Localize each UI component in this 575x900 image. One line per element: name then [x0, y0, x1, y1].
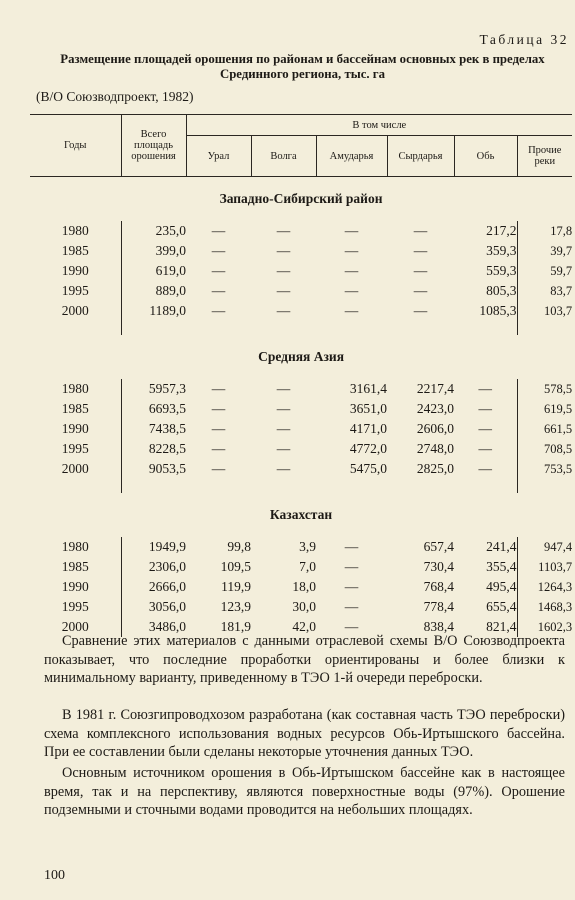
- cell-volga: —: [276, 401, 291, 416]
- header-years: Годы: [30, 115, 121, 177]
- cell-ob: —: [478, 441, 492, 456]
- cell-volga: —: [276, 223, 291, 238]
- cell-syrdarya: 657,4: [423, 539, 454, 554]
- cell-volga: 18,0: [292, 579, 316, 594]
- cell-ob: 241,4: [486, 539, 517, 554]
- cell-ural: —: [211, 381, 226, 396]
- cell-other: 103,7: [517, 301, 572, 321]
- cell-total: 5957,3: [121, 379, 186, 399]
- cell-total: 1189,0: [121, 301, 186, 321]
- cell-volga: 30,0: [292, 599, 316, 614]
- cell-total: 2666,0: [121, 577, 186, 597]
- table-row: [30, 577, 572, 597]
- table-row: [30, 379, 572, 399]
- cell-ural: 181,9: [220, 619, 251, 634]
- cell-ural: 123,9: [220, 599, 251, 614]
- cell-syrdarya: 730,4: [423, 559, 454, 574]
- cell-other: 1602,3: [517, 617, 572, 637]
- cell-syrdarya: —: [413, 243, 428, 258]
- cell-amudarya: —: [344, 303, 359, 318]
- cell-ural: —: [211, 303, 226, 318]
- section-heading: Казахстан: [269, 507, 333, 522]
- cell-ob: 495,4: [486, 579, 517, 594]
- cell-ob: 821,4: [486, 619, 517, 634]
- cell-ural: —: [211, 223, 226, 238]
- spacer-row: [30, 321, 572, 335]
- cell-volga: —: [276, 263, 291, 278]
- table-row: [30, 261, 572, 281]
- table-source: (В/О Союзводпроект, 1982): [36, 89, 194, 104]
- cell-year: 1995: [61, 599, 89, 614]
- cell-ural: —: [211, 401, 226, 416]
- cell-year: 1995: [61, 283, 89, 298]
- cell-amudarya: 3161,4: [349, 381, 387, 396]
- cell-other: 83,7: [517, 281, 572, 301]
- cell-volga: —: [276, 381, 291, 396]
- cell-ural: —: [211, 263, 226, 278]
- irrigation-table: [30, 114, 572, 637]
- cell-syrdarya: —: [413, 283, 428, 298]
- cell-total: 1949,9: [121, 537, 186, 557]
- cell-ob: 217,2: [486, 223, 517, 238]
- cell-total: 619,0: [121, 261, 186, 281]
- cell-volga: —: [276, 283, 291, 298]
- cell-ural: —: [211, 461, 226, 476]
- cell-syrdarya: —: [413, 223, 428, 238]
- table-body: [30, 177, 572, 638]
- table-header: [30, 115, 572, 177]
- cell-year: 1985: [61, 243, 89, 258]
- header-total: Всего площадь орошения: [121, 115, 186, 177]
- table-row: [30, 557, 572, 577]
- table-row: [30, 241, 572, 261]
- cell-year: 1990: [61, 579, 89, 594]
- cell-total: 889,0: [121, 281, 186, 301]
- table-number: Таблица 32: [479, 32, 569, 47]
- cell-year: 1980: [61, 381, 89, 396]
- header-including: В том числе: [186, 115, 572, 136]
- cell-syrdarya: 2825,0: [416, 461, 454, 476]
- table-row: [30, 597, 572, 617]
- cell-amudarya: 5475,0: [349, 461, 387, 476]
- section-row: [30, 335, 572, 379]
- cell-other: 39,7: [517, 241, 572, 261]
- cell-ob: 359,3: [486, 243, 517, 258]
- spacer-cell: [186, 479, 251, 493]
- cell-ob: 805,3: [486, 283, 517, 298]
- table-row: [30, 281, 572, 301]
- spacer-cell: [316, 479, 387, 493]
- cell-ural: 119,9: [221, 579, 251, 594]
- spacer-cell: [30, 479, 121, 493]
- cell-amudarya: —: [344, 263, 359, 278]
- cell-year: 1990: [61, 421, 89, 436]
- cell-syrdarya: 778,4: [423, 599, 454, 614]
- cell-ural: —: [211, 283, 226, 298]
- cell-year: 2000: [61, 303, 89, 318]
- cell-amudarya: —: [344, 223, 359, 238]
- cell-amudarya: —: [344, 283, 359, 298]
- table-row: [30, 459, 572, 479]
- cell-other: 1468,3: [517, 597, 572, 617]
- cell-amudarya: —: [344, 559, 359, 574]
- cell-other: 708,5: [517, 439, 572, 459]
- table-row: [30, 537, 572, 557]
- cell-year: 1980: [61, 539, 89, 554]
- cell-ural: 109,5: [220, 559, 251, 574]
- cell-year: 1985: [61, 401, 89, 416]
- cell-ob: —: [478, 381, 492, 396]
- cell-syrdarya: —: [413, 263, 428, 278]
- spacer-cell: [121, 479, 186, 493]
- cell-ob: —: [478, 421, 492, 436]
- spacer-cell: [454, 479, 517, 493]
- cell-syrdarya: 768,4: [423, 579, 454, 594]
- cell-volga: 7,0: [299, 559, 316, 574]
- paragraph: Сравнение этих материалов с данными отраслевой схемы В/О Союзводпроекта показывает, что последние проработки ориентированы и более близки к минимальному варианту, приведенному в ТЭО 1-й очереди переброски.: [44, 633, 565, 686]
- cell-volga: —: [276, 461, 291, 476]
- cell-other: 1264,3: [517, 577, 572, 597]
- cell-amudarya: 4772,0: [349, 441, 387, 456]
- cell-ob: —: [478, 461, 492, 476]
- cell-ural: 99,8: [227, 539, 251, 554]
- cell-year: 1985: [61, 559, 89, 574]
- table-row: [30, 399, 572, 419]
- cell-ob: 355,4: [486, 559, 517, 574]
- cell-total: 3056,0: [121, 597, 186, 617]
- page-number: 100: [44, 868, 65, 883]
- table-row: [30, 221, 572, 241]
- cell-ural: —: [211, 243, 226, 258]
- cell-ural: —: [211, 421, 226, 436]
- paragraph: Основным источником орошения в Обь-Иртышском бассейне как в настоящее время, так и на перспективу, являются поверхностные воды (97%). Орошение подземными и сточными водами проводится на небольших площадях.: [44, 765, 565, 818]
- table-row: [30, 419, 572, 439]
- cell-total: 2306,0: [121, 557, 186, 577]
- paragraph: В 1981 г. Союзгипроводхозом разработана (как составная часть ТЭО переброски) схема комплексного использования водных ресурсов Обь-Иртышского бассейна. При ее составлении были сделаны некоторые уточнения данных ТЭО.: [44, 707, 565, 760]
- cell-total: 399,0: [121, 241, 186, 261]
- cell-amudarya: 3651,0: [349, 401, 387, 416]
- cell-ob: 1085,3: [479, 303, 517, 318]
- cell-year: 1990: [61, 263, 89, 278]
- cell-other: 661,5: [517, 419, 572, 439]
- cell-syrdarya: 2423,0: [416, 401, 454, 416]
- spacer-cell: [251, 479, 316, 493]
- cell-other: 17,8: [517, 221, 572, 241]
- cell-other: 59,7: [517, 261, 572, 281]
- cell-amudarya: —: [344, 599, 359, 614]
- cell-ob: 655,4: [486, 599, 517, 614]
- cell-total: 6693,5: [121, 399, 186, 419]
- spacer-cell: [517, 479, 572, 493]
- spacer-cell: [30, 321, 121, 335]
- cell-other: 947,4: [517, 537, 572, 557]
- spacer-cell: [454, 321, 517, 335]
- cell-amudarya: —: [344, 243, 359, 258]
- section-row: [30, 177, 572, 222]
- cell-volga: —: [276, 303, 291, 318]
- header-volga: Волга: [251, 136, 316, 177]
- spacer-row: [30, 479, 572, 493]
- cell-volga: —: [276, 441, 291, 456]
- cell-syrdarya: 2606,0: [416, 421, 454, 436]
- cell-amudarya: —: [344, 619, 359, 634]
- cell-volga: —: [276, 243, 291, 258]
- cell-total: 9053,5: [121, 459, 186, 479]
- table-row: [30, 301, 572, 321]
- cell-amudarya: —: [344, 539, 359, 554]
- section-heading: Средняя Азия: [258, 349, 344, 364]
- header-syrdarya: Сырдарья: [387, 136, 454, 177]
- cell-ural: —: [211, 441, 226, 456]
- cell-syrdarya: 838,4: [423, 619, 454, 634]
- spacer-cell: [121, 321, 186, 335]
- cell-total: 3486,0: [121, 617, 186, 637]
- table-row: [30, 439, 572, 459]
- cell-year: 2000: [61, 461, 89, 476]
- cell-year: 1995: [61, 441, 89, 456]
- cell-other: 578,5: [517, 379, 572, 399]
- cell-amudarya: —: [344, 579, 359, 594]
- cell-year: 2000: [61, 619, 89, 634]
- cell-total: 235,0: [121, 221, 186, 241]
- cell-total: 7438,5: [121, 419, 186, 439]
- cell-other: 619,5: [517, 399, 572, 419]
- cell-amudarya: 4171,0: [349, 421, 387, 436]
- cell-syrdarya: 2217,4: [416, 381, 454, 396]
- spacer-cell: [387, 479, 454, 493]
- cell-ob: —: [478, 401, 492, 416]
- cell-other: 1103,7: [517, 557, 572, 577]
- spacer-cell: [316, 321, 387, 335]
- spacer-cell: [387, 321, 454, 335]
- cell-volga: 42,0: [292, 619, 316, 634]
- section-heading: Западно-Сибирский район: [219, 191, 383, 206]
- table-title: Размещение площадей орошения по районам и бассейнам основных рек в пределах Срединного региона, тыс. га: [60, 52, 545, 81]
- cell-other: 753,5: [517, 459, 572, 479]
- header-other-rivers: Прочие реки: [517, 136, 572, 177]
- cell-volga: —: [276, 421, 291, 436]
- header-ob: Обь: [454, 136, 517, 177]
- cell-syrdarya: —: [413, 303, 428, 318]
- cell-total: 8228,5: [121, 439, 186, 459]
- cell-year: 1980: [61, 223, 89, 238]
- spacer-cell: [251, 321, 316, 335]
- header-ural: Урал: [186, 136, 251, 177]
- cell-syrdarya: 2748,0: [416, 441, 454, 456]
- section-row: [30, 493, 572, 537]
- spacer-cell: [517, 321, 572, 335]
- cell-volga: 3,9: [299, 539, 316, 554]
- header-amudarya: Амударья: [316, 136, 387, 177]
- cell-ob: 559,3: [486, 263, 517, 278]
- spacer-cell: [186, 321, 251, 335]
